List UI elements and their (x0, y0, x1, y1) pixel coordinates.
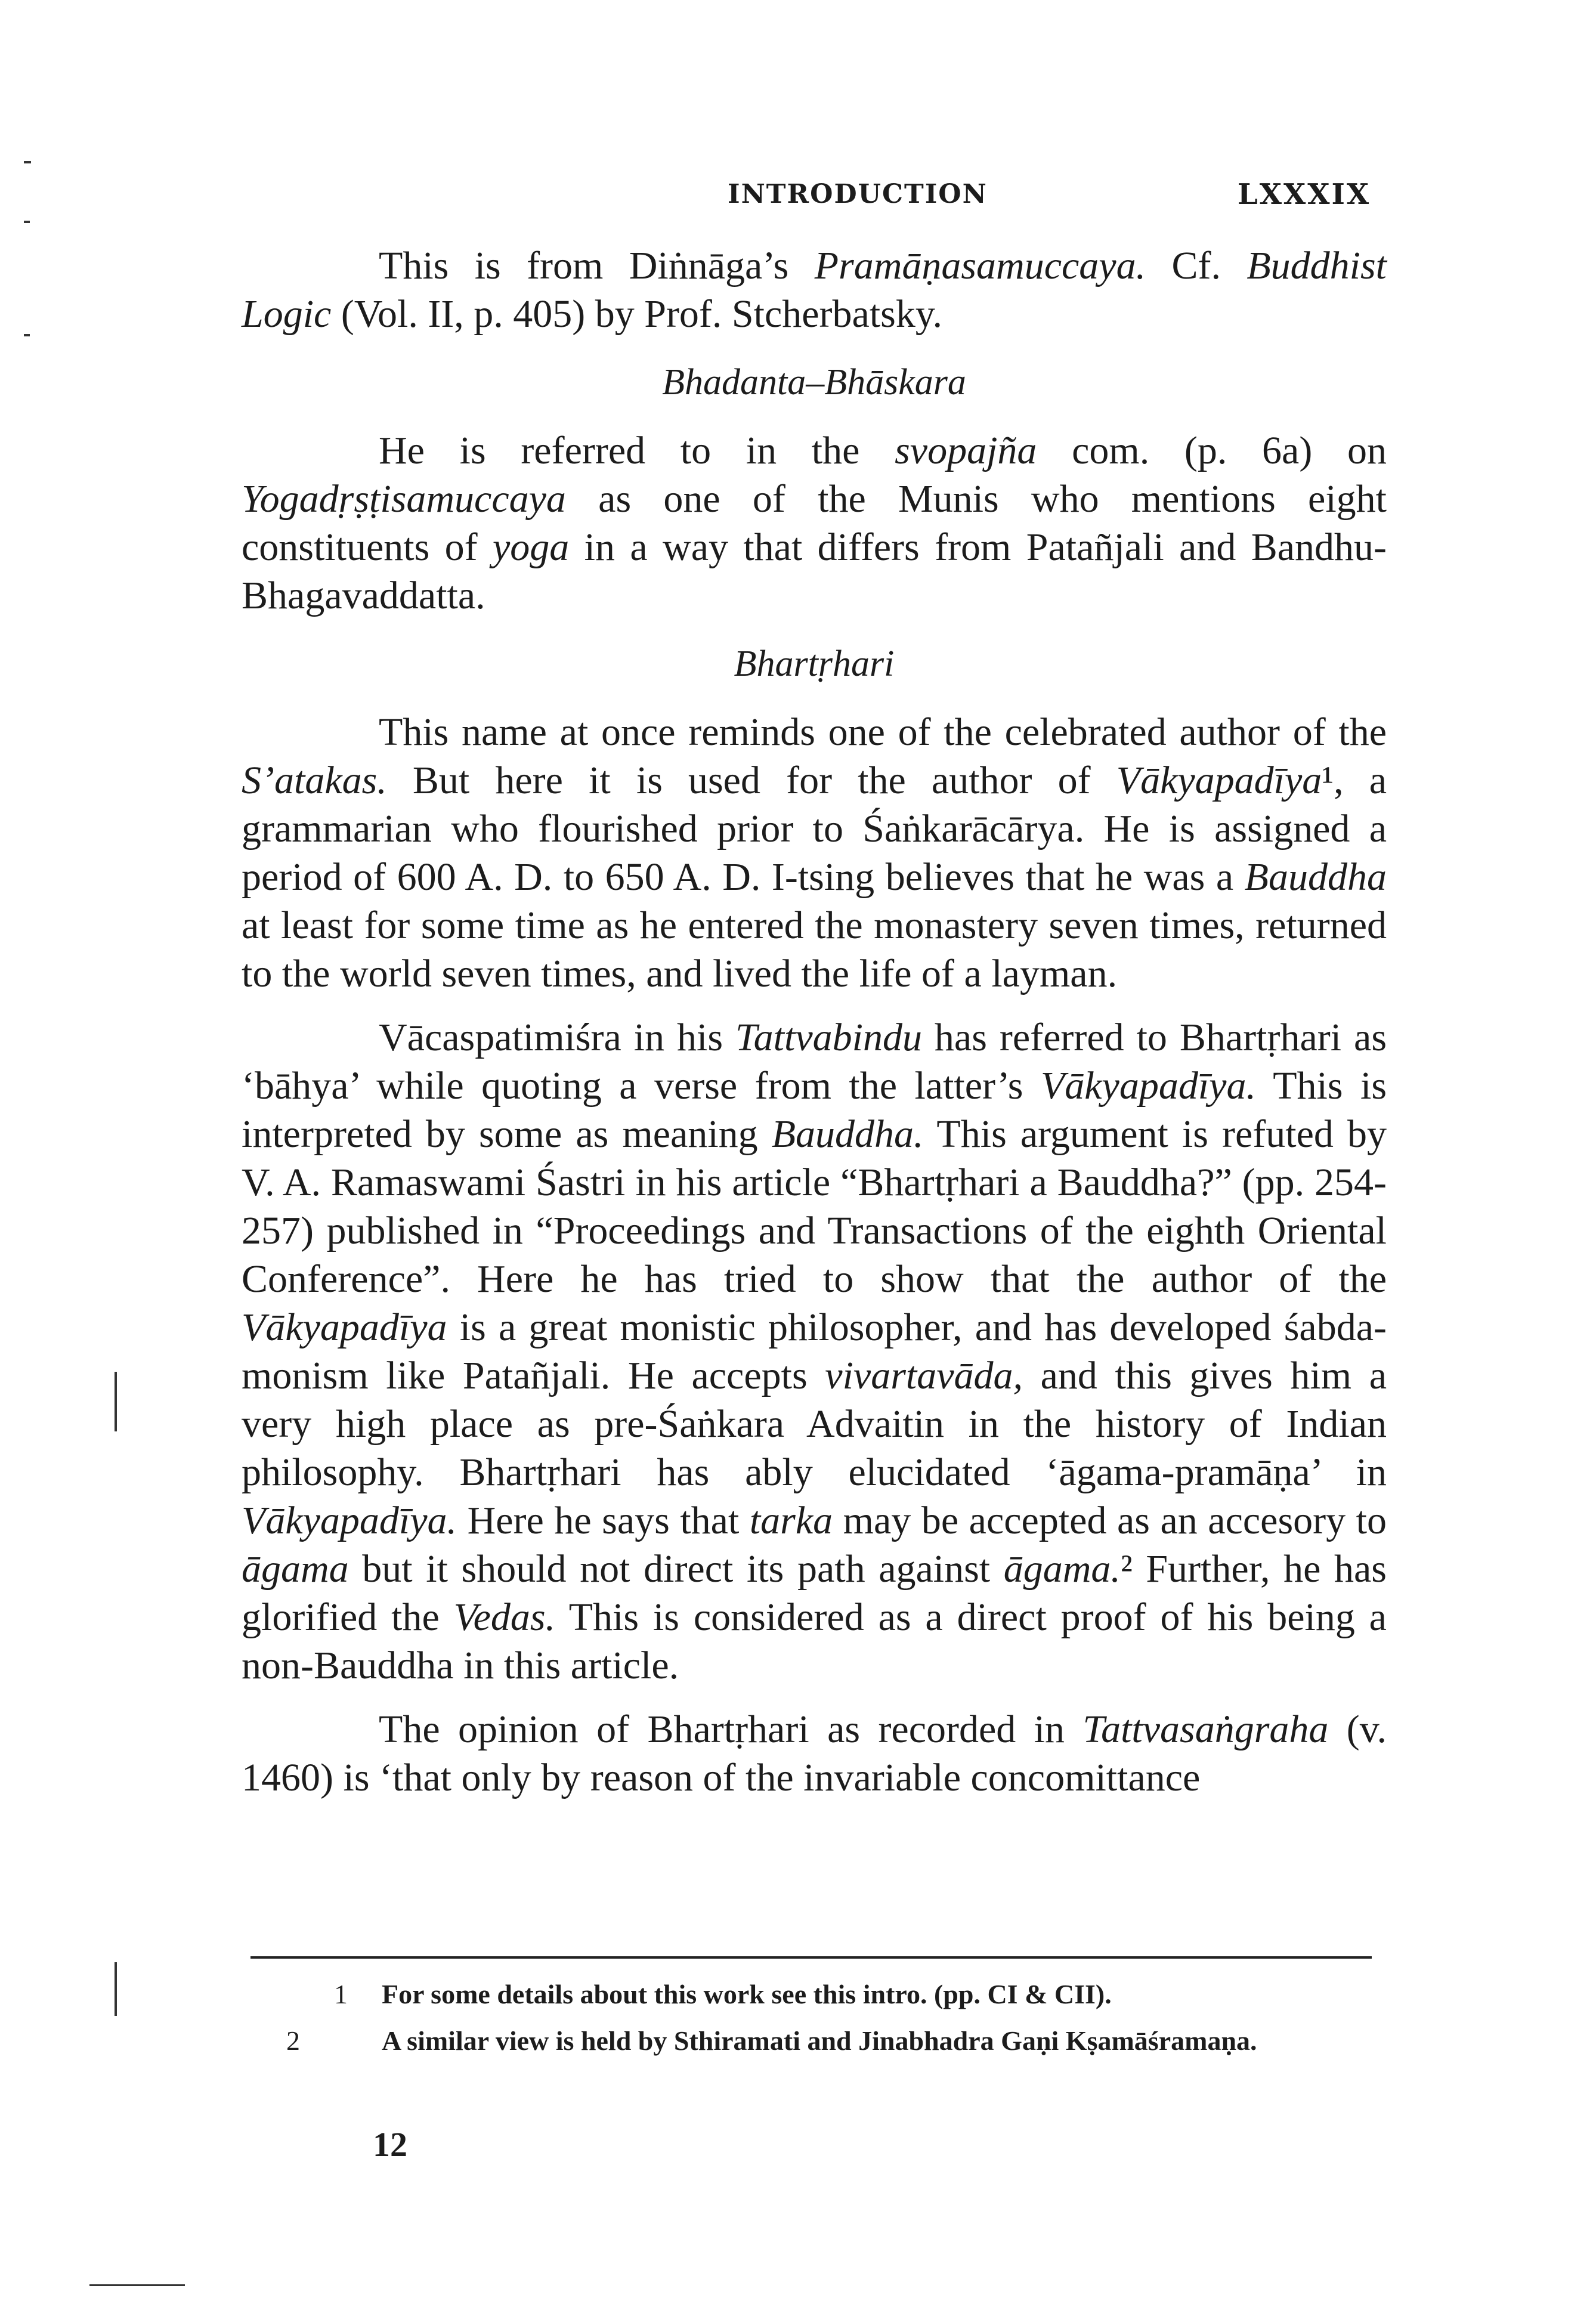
scan-mark (24, 221, 30, 223)
text-run: is a great monistic philosopher, and has developed śabda-monism like Patañjali. He accepts (242, 1306, 1387, 1397)
scan-mark (89, 2284, 185, 2286)
text-run: This name at once reminds one of the celebrated author of the (379, 710, 1387, 754)
text-run: Vācaspatimiśra in his (379, 1016, 736, 1059)
text-run: But here it is used for the author of (386, 759, 1116, 802)
running-header-page-roman: LXXXIX (1238, 178, 1371, 211)
scan-mark (115, 1372, 117, 1431)
italic-text: Pramāṇasamuccaya. (814, 244, 1146, 287)
scan-mark (24, 334, 30, 336)
text-run: ¹, a grammarian who flourished prior to Śaṅkarācārya. He is assigned a period of 600 A. D. to 650 A. D. I-tsing believes that he was a (242, 759, 1387, 899)
text-run: Cf. (1146, 244, 1247, 287)
paragraph (242, 1013, 1387, 1690)
text-run: but it should not direct its path against (348, 1547, 1004, 1591)
page-number: 12 (373, 2125, 407, 2164)
text-run: may be accepted as an accesory to (833, 1499, 1387, 1542)
paragraph (242, 1705, 1387, 1802)
text-run: as one of the Munis who mentions eight constituents of (242, 477, 1387, 569)
text-run: This is from Diṅnāga’s (379, 244, 815, 287)
footnote-text: A similar view is held by Sthiramati and Jinabhadra Gaṇi Kṣamāśramaṇa. (382, 2025, 1257, 2056)
scan-mark (115, 1962, 117, 2016)
text-run: Here he says that (457, 1499, 750, 1542)
text-run: has referred to Bhartṛhari as ‘bāhya’ while quoting a verse from the latter’s (242, 1016, 1387, 1108)
text-run: The opinion of Bhartṛhari as recorded in (379, 1708, 1083, 1751)
italic-text: āgama. (1003, 1547, 1121, 1591)
paragraph (242, 242, 1387, 338)
footnote-rule (250, 1956, 1372, 1959)
italic-text: svopajña (895, 429, 1037, 472)
italic-text: Vedas. (453, 1595, 556, 1639)
italic-text: yoga (493, 525, 570, 569)
italic-text: Bauddha (1244, 855, 1387, 899)
text-run: (v. 1460) is ‘that only by reason of the invariable concomittance (242, 1708, 1387, 1799)
text-run: and this gives him a very high place as pre-Śaṅkara Advaitin in the history of Indian philosophy. Bhartṛhari has ably elucidated ‘āgama-pramāṇa’ in (242, 1354, 1387, 1494)
scan-mark (24, 161, 31, 163)
paragraph (242, 426, 1387, 620)
paragraph (242, 708, 1387, 998)
body-text (242, 242, 1387, 1817)
italic-text: Bauddha. (771, 1112, 924, 1156)
text-run: ² Further, he has glorified the (242, 1547, 1387, 1639)
text-run: in a way that differs from Patañjali and Bandhu-Bhagavaddatta. (242, 525, 1387, 617)
italic-text: Buddhist Logic (242, 244, 1387, 336)
text-run: This argument is refuted by V. A. Ramaswami Śastri in his article “Bhartṛhari a Bauddha?” (pp. 254-257) published in “Proceedings and Transactions of the eighth Oriental Conference”. Here he has tried to show that the author of the (242, 1112, 1387, 1301)
text-run: com. (p. 6a) on (1037, 429, 1387, 472)
running-header-title: INTRODUCTION (728, 179, 988, 209)
footnote-text: For some details about this work see this intro. (pp. CI & CII). (382, 1979, 1112, 2009)
text-run: (Vol. II, p. 405) by Prof. Stcherbatsky. (331, 292, 943, 336)
italic-text: Vākyapadīya (1116, 759, 1322, 802)
italic-text: Vākyapadīya. (242, 1499, 457, 1542)
italic-text: Yogadṛṣṭisamuccaya (242, 477, 566, 521)
italic-text: āgama (242, 1547, 349, 1591)
footnote-number: 2 (286, 2025, 300, 2056)
italic-text: Vākyapadīya (242, 1306, 447, 1349)
footnote-number: 1 (334, 1979, 348, 2009)
section-heading: Bhadanta–Bhāskara (662, 362, 966, 403)
italic-text: Vākyapadīya. (1040, 1064, 1256, 1108)
italic-text: tarka (749, 1499, 833, 1542)
italic-text: S’atakas. (242, 759, 387, 802)
footnote-1 (334, 1975, 1372, 2014)
text-run: He is referred to in the (379, 429, 895, 472)
footnote-2 (286, 2022, 1372, 2060)
italic-text: vivartavāda, (825, 1354, 1023, 1397)
text-run: This is interpreted by some as meaning (242, 1064, 1387, 1156)
italic-text: Tattvasaṅgraha (1082, 1708, 1329, 1751)
italic-text: Tattvabindu (735, 1016, 922, 1059)
text-run: at least for some time as he entered the monastery seven times, returned to the world seven times, and lived the life of a layman. (242, 904, 1387, 995)
section-heading: Bhartṛhari (734, 644, 895, 684)
text-run: This is considered as a direct proof of his being a non-Bauddha in this article. (242, 1595, 1387, 1687)
